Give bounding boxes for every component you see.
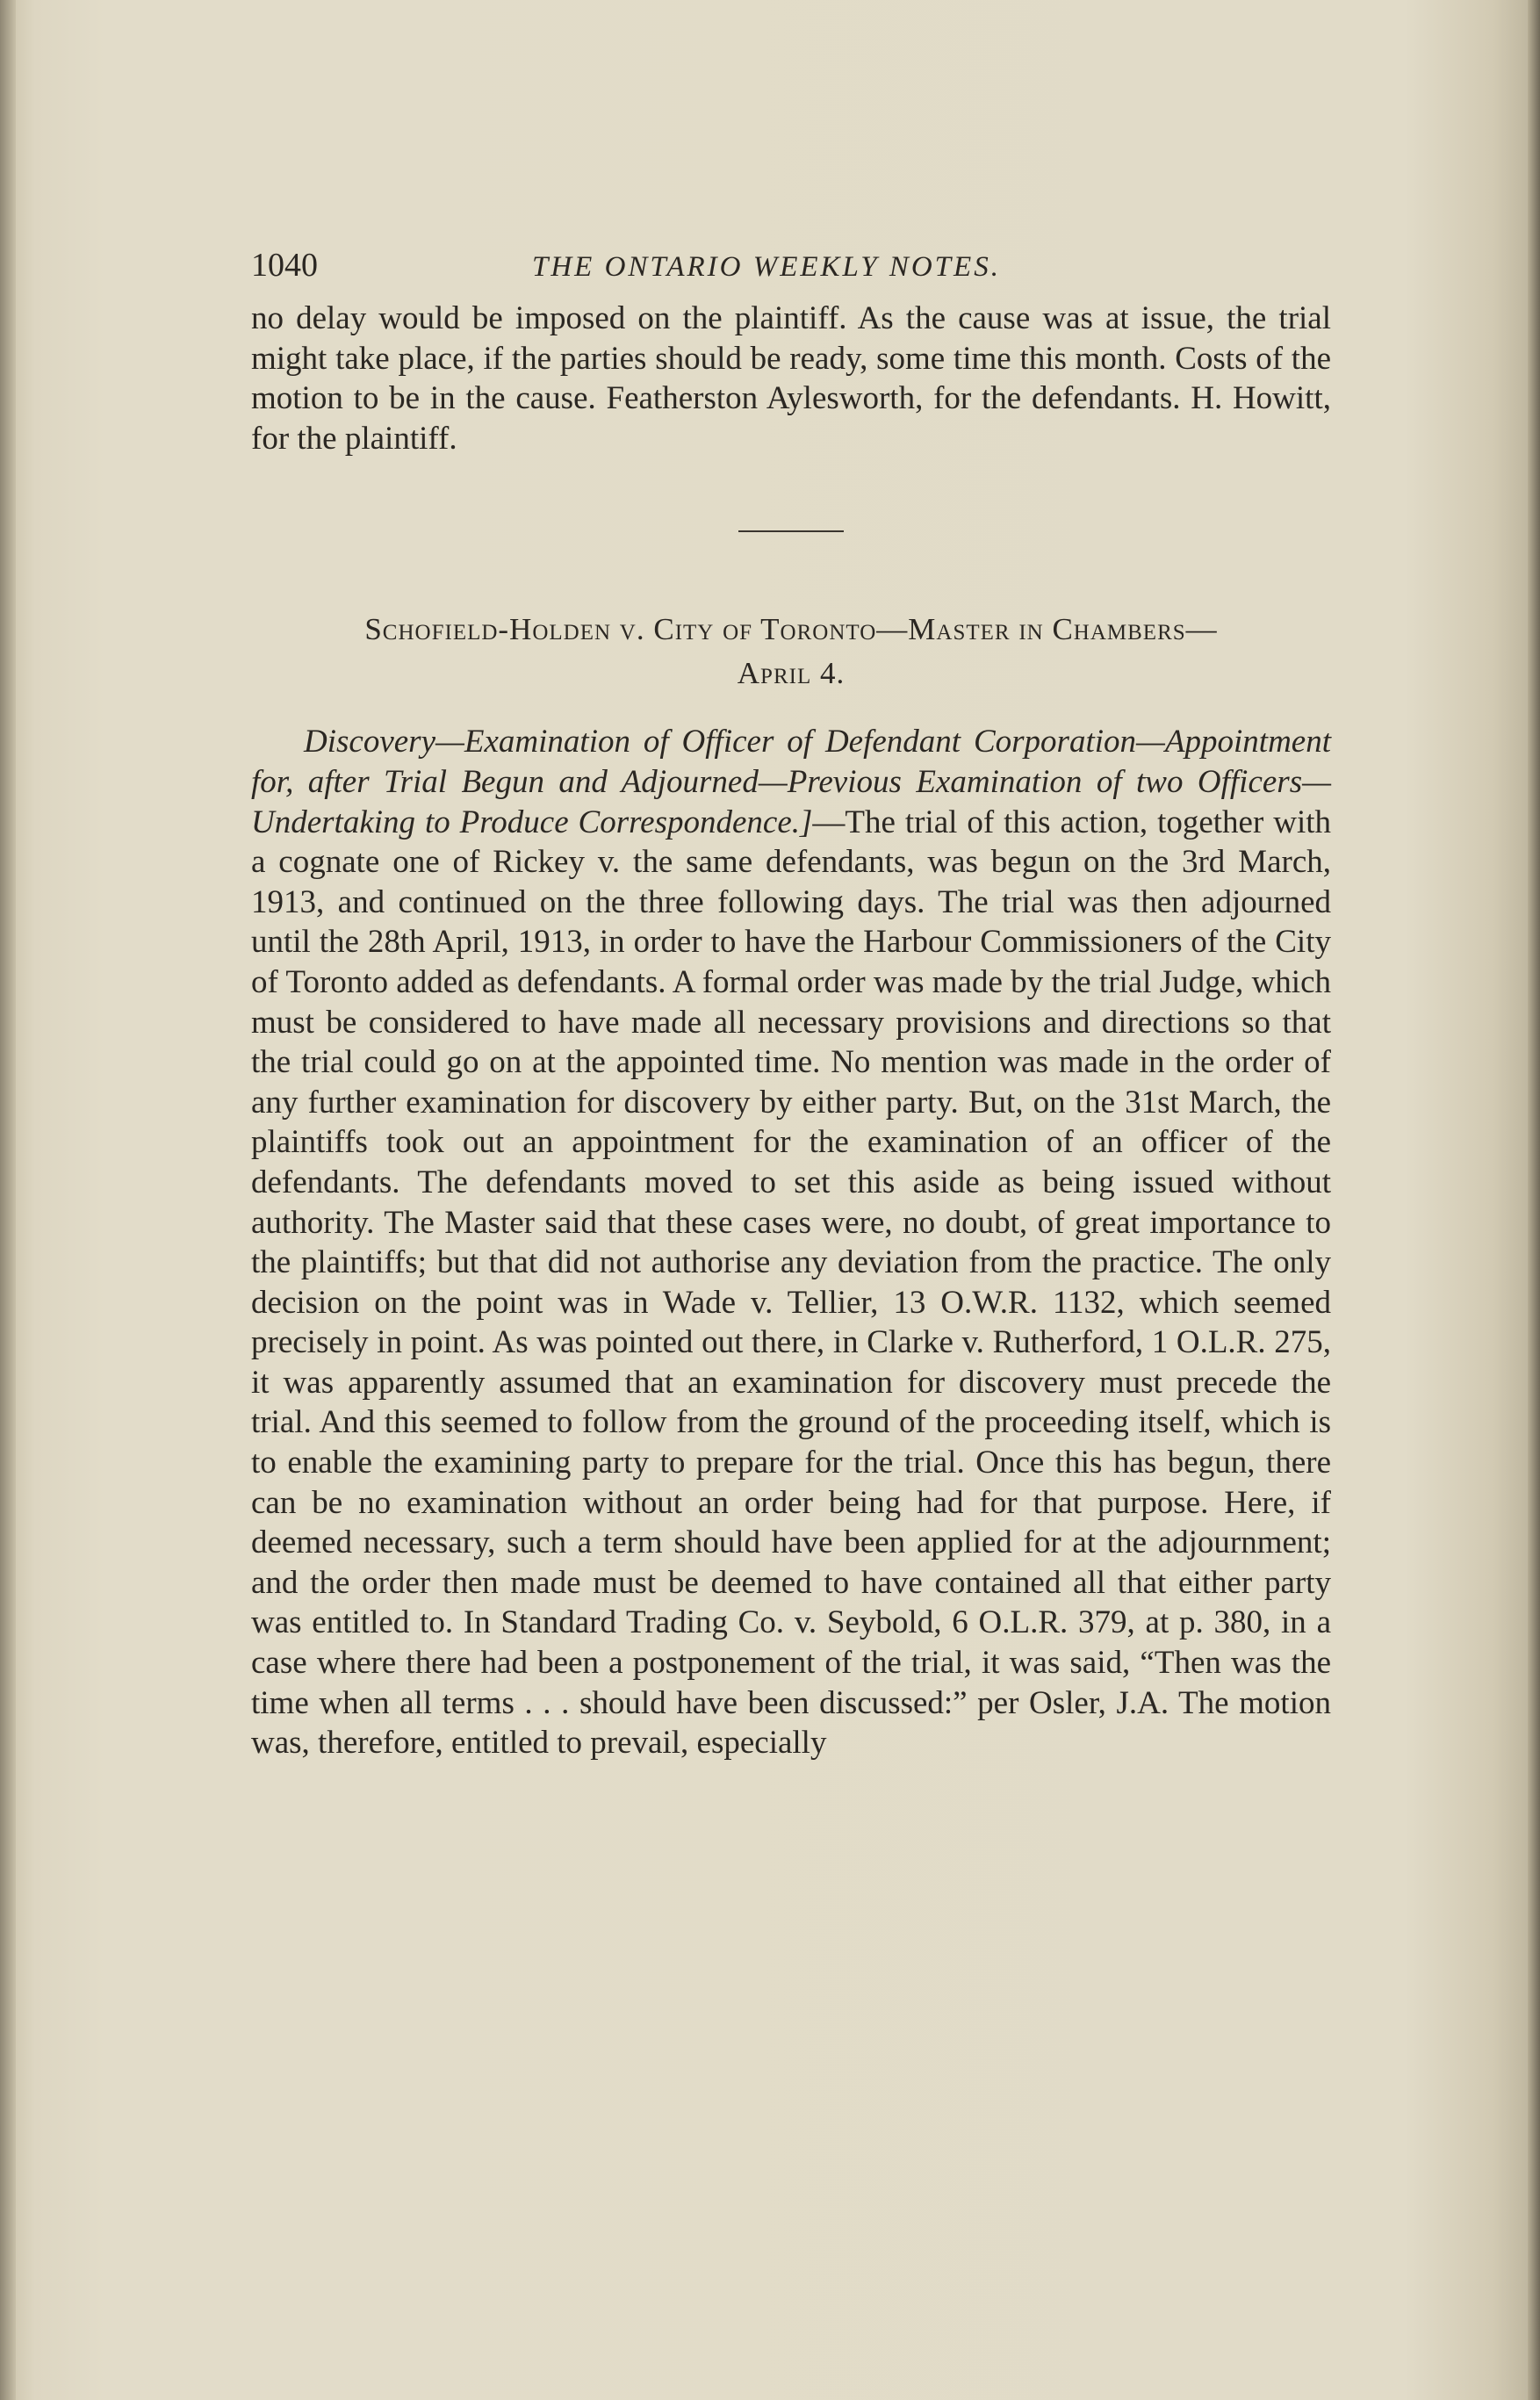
- page-edge-shadow: [1528, 0, 1540, 2400]
- running-head: [251, 246, 1331, 299]
- page-number: 1040: [251, 247, 318, 284]
- case-heading: [251, 608, 1331, 695]
- case-paragraph: [251, 722, 1331, 1762]
- continuation-paragraph: no delay would be imposed on the plaintiff. As the cause was at issue, the trial might take place, if the parties should be ready, some time this month. Costs of the motion to be in the cause. Featherston Aylesworth, for the defendants. H. Howitt, for the plaintiff.: [251, 300, 1331, 457]
- case-body-text: —The trial of this action, together with a cognate one of Rickey v. the same defendants, was begun on the 3rd March, 1913, and continued on the three following days. The trial was then adjourned until the 28th April, 1913, in order to have the Harbour Commissioners of the City of Toronto added as defendants. A formal order was made by the trial Judge, which must be considered to have made all necessary provisions and directions so that the trial could go on at the appointed time. No mention was made in the order of any further examination for discovery by either party. But, on the 31st March, the plaintiffs took out an appointment for the examination of an officer of the defendants. The defendants moved to set this aside as being issued without authority. The Master said that these cases were, no doubt, of great importance to the plaintiffs; but that did not authorise any deviation from the practice. The only decision on the point was in Wade v. Tellier, 13 O.W.R. 1132, which seemed precisely in point. As was pointed out there, in Clarke v. Rutherford, 1 O.L.R. 275, it was apparently assumed that an examination for discovery must precede the trial. And this seemed to follow from the ground of the proceeding itself, which is to enable the examining party to prepare for the trial. Once this has begun, there can be no examination without an order being had for that purpose. Here, if deemed necessary, such a term should have been applied for at the adjournment; and the order then made must be deemed to have contained all that either party was entitled to. In Standard Trading Co. v. Seybold, 6 O.L.R. 379, at p. 380, in a case where there had been a postponement of the trial, it was said, “Then was the time when all terms . . . should have been discussed:” per Osler, J.A. The motion was, therefore, entitled to prevail, especially: [251, 804, 1332, 1762]
- case-date: April 4.: [737, 656, 846, 691]
- case-headnote: Discovery—Examination of Officer of Defendant Corporation—Appointment for, after Trial Begun and Adjourned—Previous Examination of two Officers—Undertaking to Produce Correspondence.]: [251, 724, 1331, 840]
- case-title: Schofield-Holden v. City of Toronto—Master in Chambers—: [364, 612, 1218, 647]
- section-divider: [738, 530, 844, 532]
- text-block: [251, 246, 1331, 1796]
- journal-title: THE ONTARIO WEEKLY NOTES.: [532, 251, 1001, 283]
- book-spine-shadow: [0, 0, 16, 2400]
